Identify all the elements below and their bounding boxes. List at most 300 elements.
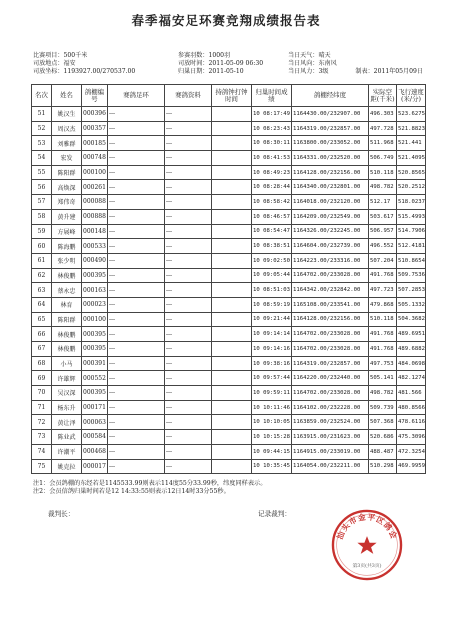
cell-arrival: 10 08:17:49 bbox=[252, 107, 292, 122]
table-row bbox=[32, 415, 426, 430]
cell-arrival: 10 08:58:42 bbox=[252, 195, 292, 210]
cell-clock-time bbox=[212, 268, 252, 283]
cell-name: 刘雅群 bbox=[52, 136, 82, 151]
cell-ring: --- bbox=[108, 283, 165, 298]
cell-name: 高焕深 bbox=[52, 180, 82, 195]
cell-coords: 1164319.00/232857.00 bbox=[292, 356, 369, 371]
table-row bbox=[32, 459, 426, 474]
cell-clock-time bbox=[212, 121, 252, 136]
cell-pigeon-info: --- bbox=[165, 253, 212, 268]
cell-rank: 55 bbox=[32, 165, 52, 180]
wind-force-label: 当日风力：3级 bbox=[288, 67, 329, 75]
cell-speed: 521.8823 bbox=[397, 121, 426, 136]
cell-arrival: 10 09:59:11 bbox=[252, 386, 292, 401]
cell-arrival: 10 09:21:44 bbox=[252, 312, 292, 327]
cell-distance: 488.487 bbox=[369, 444, 397, 459]
cell-ring: --- bbox=[108, 151, 165, 166]
cell-rank: 54 bbox=[32, 151, 52, 166]
cell-pigeon-info: --- bbox=[165, 151, 212, 166]
cell-pigeon-info: --- bbox=[165, 268, 212, 283]
cell-coords: 1164702.00/233028.00 bbox=[292, 342, 369, 357]
cell-clock-time bbox=[212, 415, 252, 430]
cell-speed: 469.9959 bbox=[397, 459, 426, 474]
header-rank: 名次 bbox=[32, 85, 52, 107]
cell-name: 宏发 bbox=[52, 151, 82, 166]
cell-loft-no: 000088 bbox=[82, 195, 108, 210]
cell-clock-time bbox=[212, 165, 252, 180]
cell-distance: 509.739 bbox=[369, 400, 397, 415]
cell-ring: --- bbox=[108, 268, 165, 283]
cell-ring: --- bbox=[108, 459, 165, 474]
cell-speed: 520.8565 bbox=[397, 165, 426, 180]
cell-ring: --- bbox=[108, 400, 165, 415]
cell-ring: --- bbox=[108, 386, 165, 401]
table-row bbox=[32, 430, 426, 445]
official-seal-icon bbox=[330, 508, 404, 582]
cell-arrival: 10 09:14:16 bbox=[252, 342, 292, 357]
cell-speed: 505.1332 bbox=[397, 297, 426, 312]
report-title: 春季福安足环赛竞翔成绩报告表 bbox=[131, 13, 321, 28]
cell-distance: 506.957 bbox=[369, 224, 397, 239]
cell-distance: 510.118 bbox=[369, 165, 397, 180]
cell-pigeon-info: --- bbox=[165, 327, 212, 342]
footnote-1: 注1：会员鸽棚的东经若是1145533.99则表示114度55分33.99秒，纬度同样表示。 bbox=[33, 480, 267, 487]
cell-name: 黄让泽 bbox=[52, 415, 82, 430]
cell-pigeon-info: --- bbox=[165, 459, 212, 474]
cell-pigeon-info: --- bbox=[165, 356, 212, 371]
cell-name: 姚克拉 bbox=[52, 459, 82, 474]
cell-ring: --- bbox=[108, 253, 165, 268]
cell-arrival: 10 09:44:15 bbox=[252, 444, 292, 459]
cell-coords: 1164342.00/232842.00 bbox=[292, 283, 369, 298]
cell-name: 许潮平 bbox=[52, 444, 82, 459]
cell-ring: --- bbox=[108, 209, 165, 224]
table-row bbox=[32, 165, 426, 180]
cell-loft-no: 000357 bbox=[82, 121, 108, 136]
cell-coords: 1164128.00/232156.00 bbox=[292, 165, 369, 180]
cell-ring: --- bbox=[108, 297, 165, 312]
cell-clock-time bbox=[212, 151, 252, 166]
referee-signature: 裁判长： bbox=[48, 510, 75, 518]
cell-pigeon-info: --- bbox=[165, 283, 212, 298]
cell-speed: 512.4181 bbox=[397, 239, 426, 254]
cell-distance: 505.141 bbox=[369, 371, 397, 386]
cell-speed: 482.1274 bbox=[397, 371, 426, 386]
cell-ring: --- bbox=[108, 224, 165, 239]
header-coords: 鸽棚经纬度 bbox=[292, 85, 369, 107]
header-clock-time: 持鸽钟打钟时间 bbox=[212, 85, 252, 107]
cell-pigeon-info: --- bbox=[165, 297, 212, 312]
cell-loft-no: 000100 bbox=[82, 312, 108, 327]
cell-rank: 74 bbox=[32, 444, 52, 459]
weather-label: 当日天气：晴天 bbox=[288, 52, 331, 59]
cell-ring: --- bbox=[108, 356, 165, 371]
header-arrival: 归巢时间成绩 bbox=[252, 85, 292, 107]
cell-arrival: 10 09:38:16 bbox=[252, 356, 292, 371]
cell-coords: 1164915.00/233019.00 bbox=[292, 444, 369, 459]
cell-rank: 71 bbox=[32, 400, 52, 415]
cell-loft-no: 000395 bbox=[82, 342, 108, 357]
cell-distance: 510.118 bbox=[369, 312, 397, 327]
cell-clock-time bbox=[212, 312, 252, 327]
cell-loft-no: 000163 bbox=[82, 283, 108, 298]
cell-loft-no: 000395 bbox=[82, 386, 108, 401]
cell-name: 小马 bbox=[52, 356, 82, 371]
cell-name: 许雄辉 bbox=[52, 371, 82, 386]
cell-coords: 1164054.00/232211.00 bbox=[292, 459, 369, 474]
cell-rank: 68 bbox=[32, 356, 52, 371]
cell-name: 陈阳群 bbox=[52, 312, 82, 327]
cell-arrival: 10 09:57:44 bbox=[252, 371, 292, 386]
cell-clock-time bbox=[212, 209, 252, 224]
cell-rank: 62 bbox=[32, 268, 52, 283]
cell-clock-time bbox=[212, 342, 252, 357]
recorder-signature: 记录裁判： bbox=[258, 510, 291, 518]
cell-clock-time bbox=[212, 195, 252, 210]
cell-speed: 507.2853 bbox=[397, 283, 426, 298]
table-row bbox=[32, 371, 426, 386]
cell-clock-time bbox=[212, 253, 252, 268]
cell-arrival: 10 08:28:44 bbox=[252, 180, 292, 195]
cell-coords: 1164018.00/232120.00 bbox=[292, 195, 369, 210]
cell-rank: 65 bbox=[32, 312, 52, 327]
cell-speed: 510.8654 bbox=[397, 253, 426, 268]
cell-rank: 51 bbox=[32, 107, 52, 122]
cell-rank: 66 bbox=[32, 327, 52, 342]
cell-speed: 518.0237 bbox=[397, 195, 426, 210]
cell-rank: 56 bbox=[32, 180, 52, 195]
cell-speed: 521.441 bbox=[397, 136, 426, 151]
cell-loft-no: 000063 bbox=[82, 415, 108, 430]
cell-arrival: 10 08:54:47 bbox=[252, 224, 292, 239]
cell-arrival: 10 08:38:51 bbox=[252, 239, 292, 254]
cell-pigeon-info: --- bbox=[165, 312, 212, 327]
race-label: 比赛项目：500千米 bbox=[33, 52, 88, 59]
cell-ring: --- bbox=[108, 239, 165, 254]
release-label: 司放地点：福安 bbox=[33, 59, 76, 67]
cell-loft-no: 000552 bbox=[82, 371, 108, 386]
cell-distance: 491.768 bbox=[369, 342, 397, 357]
cell-arrival: 10 10:11:46 bbox=[252, 400, 292, 415]
cell-coords: 1163800.00/233052.00 bbox=[292, 136, 369, 151]
cell-name: 陈业武 bbox=[52, 430, 82, 445]
cell-pigeon-info: --- bbox=[165, 342, 212, 357]
table-row bbox=[32, 268, 426, 283]
seal-star-icon bbox=[357, 536, 376, 554]
cell-name: 林育 bbox=[52, 297, 82, 312]
cell-coords: 1163915.00/231623.00 bbox=[292, 430, 369, 445]
table-row bbox=[32, 342, 426, 357]
cell-loft-no: 000171 bbox=[82, 400, 108, 415]
cell-distance: 503.617 bbox=[369, 209, 397, 224]
cell-coords: 1164702.00/233028.00 bbox=[292, 386, 369, 401]
cell-name: 蔡永忠 bbox=[52, 283, 82, 298]
cell-clock-time bbox=[212, 459, 252, 474]
made-date-label: 制表：2011年05月09日 bbox=[355, 67, 423, 75]
cell-ring: --- bbox=[108, 415, 165, 430]
cell-coords: 1164102.00/232228.00 bbox=[292, 400, 369, 415]
table-row bbox=[32, 121, 426, 136]
cell-ring: --- bbox=[108, 371, 165, 386]
cell-distance: 512.17 bbox=[369, 195, 397, 210]
cell-coords: 1164223.00/233316.00 bbox=[292, 253, 369, 268]
cell-distance: 497.728 bbox=[369, 121, 397, 136]
cell-distance: 511.968 bbox=[369, 136, 397, 151]
cell-name: 黄升建 bbox=[52, 209, 82, 224]
header-row bbox=[32, 85, 426, 107]
cell-rank: 52 bbox=[32, 121, 52, 136]
cell-rank: 67 bbox=[32, 342, 52, 357]
cell-speed: 472.3254 bbox=[397, 444, 426, 459]
cell-clock-time bbox=[212, 283, 252, 298]
cell-name: 张少明 bbox=[52, 253, 82, 268]
cell-speed: 480.8566 bbox=[397, 400, 426, 415]
cell-name: 陈阳群 bbox=[52, 165, 82, 180]
cell-arrival: 10 09:05:44 bbox=[252, 268, 292, 283]
cell-loft-no: 000148 bbox=[82, 224, 108, 239]
cell-pigeon-info: --- bbox=[165, 209, 212, 224]
cell-name: 杨东升 bbox=[52, 400, 82, 415]
cell-distance: 491.768 bbox=[369, 268, 397, 283]
cell-name: 方展峰 bbox=[52, 224, 82, 239]
cell-distance: 510.298 bbox=[369, 459, 397, 474]
cell-ring: --- bbox=[108, 121, 165, 136]
cell-pigeon-info: --- bbox=[165, 371, 212, 386]
cell-clock-time bbox=[212, 107, 252, 122]
table-row bbox=[32, 400, 426, 415]
cell-pigeon-info: --- bbox=[165, 415, 212, 430]
cell-clock-time bbox=[212, 297, 252, 312]
cell-clock-time bbox=[212, 400, 252, 415]
cell-pigeon-info: --- bbox=[165, 239, 212, 254]
cell-speed: 475.3096 bbox=[397, 430, 426, 445]
cell-clock-time bbox=[212, 430, 252, 445]
cell-name: 林俊鹏 bbox=[52, 342, 82, 357]
cell-rank: 61 bbox=[32, 253, 52, 268]
results-body bbox=[32, 107, 426, 474]
cell-clock-time bbox=[212, 356, 252, 371]
cell-loft-no: 000888 bbox=[82, 209, 108, 224]
cell-distance: 491.768 bbox=[369, 327, 397, 342]
cell-speed: 489.6882 bbox=[397, 342, 426, 357]
cell-arrival: 10 10:10:05 bbox=[252, 415, 292, 430]
cell-coords: 1164128.00/232156.00 bbox=[292, 312, 369, 327]
header-loft-no: 鸽棚编号 bbox=[82, 85, 108, 107]
table-row bbox=[32, 297, 426, 312]
cell-name: 吴汉深 bbox=[52, 386, 82, 401]
cell-distance: 497.753 bbox=[369, 356, 397, 371]
cell-rank: 73 bbox=[32, 430, 52, 445]
table-row bbox=[32, 283, 426, 298]
cell-arrival: 10 08:49:23 bbox=[252, 165, 292, 180]
cell-clock-time bbox=[212, 327, 252, 342]
cell-rank: 69 bbox=[32, 371, 52, 386]
cell-rank: 75 bbox=[32, 459, 52, 474]
cell-clock-time bbox=[212, 239, 252, 254]
cell-loft-no: 000533 bbox=[82, 239, 108, 254]
table-row bbox=[32, 239, 426, 254]
cell-arrival: 10 08:41:53 bbox=[252, 151, 292, 166]
cell-loft-no: 000396 bbox=[82, 107, 108, 122]
cell-distance: 507.204 bbox=[369, 253, 397, 268]
cell-speed: 489.6951 bbox=[397, 327, 426, 342]
cell-rank: 72 bbox=[32, 415, 52, 430]
cell-pigeon-info: --- bbox=[165, 107, 212, 122]
release-time-label: 司放时间：2011-05-09 06:30 bbox=[178, 59, 264, 67]
cell-rank: 53 bbox=[32, 136, 52, 151]
cell-arrival: 10 08:59:19 bbox=[252, 297, 292, 312]
cell-rank: 64 bbox=[32, 297, 52, 312]
cell-clock-time bbox=[212, 224, 252, 239]
cell-ring: --- bbox=[108, 165, 165, 180]
cell-pigeon-info: --- bbox=[165, 195, 212, 210]
cell-speed: 509.7536 bbox=[397, 268, 426, 283]
cell-ring: --- bbox=[108, 327, 165, 342]
seal-text: 汕头市金平区鸽会 bbox=[335, 512, 399, 541]
cell-coords: 1164702.00/233028.00 bbox=[292, 327, 369, 342]
cell-ring: --- bbox=[108, 444, 165, 459]
footnotes bbox=[33, 480, 266, 497]
cell-rank: 57 bbox=[32, 195, 52, 210]
cell-clock-time bbox=[212, 136, 252, 151]
cell-clock-time bbox=[212, 444, 252, 459]
cell-pigeon-info: --- bbox=[165, 386, 212, 401]
cell-arrival: 10 08:30:11 bbox=[252, 136, 292, 151]
cell-ring: --- bbox=[108, 312, 165, 327]
table-row bbox=[32, 151, 426, 166]
cell-loft-no: 000017 bbox=[82, 459, 108, 474]
cell-speed: 521.4095 bbox=[397, 151, 426, 166]
cell-loft-no: 000100 bbox=[82, 165, 108, 180]
cell-distance: 479.868 bbox=[369, 297, 397, 312]
cell-ring: --- bbox=[108, 107, 165, 122]
cell-coords: 1164702.00/233028.00 bbox=[292, 268, 369, 283]
cell-pigeon-info: --- bbox=[165, 121, 212, 136]
cell-name: 姚汉生 bbox=[52, 107, 82, 122]
cell-name: 林俊鹏 bbox=[52, 327, 82, 342]
table-row bbox=[32, 253, 426, 268]
footnote-2: 注2：会员信鸽归巢时间若是12 14:33:55则表示12日14时33分55秒。 bbox=[33, 488, 230, 496]
coord-label: 司放坐标：1193927.00/270537.00 bbox=[33, 67, 136, 75]
cell-coords: 1164326.00/232245.00 bbox=[292, 224, 369, 239]
cell-coords: 1164319.00/232857.00 bbox=[292, 121, 369, 136]
cell-ring: --- bbox=[108, 180, 165, 195]
table-row bbox=[32, 312, 426, 327]
cell-name: 郑伟奇 bbox=[52, 195, 82, 210]
cell-coords: 1164209.00/232549.00 bbox=[292, 209, 369, 224]
cell-clock-time bbox=[212, 371, 252, 386]
cell-rank: 60 bbox=[32, 239, 52, 254]
seal-page-text: 第3页(共3页) bbox=[352, 564, 382, 570]
cell-name: 林俊鹏 bbox=[52, 268, 82, 283]
cell-loft-no: 000395 bbox=[82, 268, 108, 283]
cell-speed: 515.4993 bbox=[397, 209, 426, 224]
header-name: 姓名 bbox=[52, 85, 82, 107]
header-ring: 赛鸽足环 bbox=[108, 85, 165, 107]
cell-pigeon-info: --- bbox=[165, 444, 212, 459]
cell-loft-no: 000023 bbox=[82, 297, 108, 312]
cell-arrival: 10 08:51:03 bbox=[252, 283, 292, 298]
cell-speed: 481.566 bbox=[397, 386, 426, 401]
table-row bbox=[32, 224, 426, 239]
cell-coords: 1164331.00/232520.00 bbox=[292, 151, 369, 166]
table-row bbox=[32, 356, 426, 371]
wind-dir-label: 当日风向：东南风 bbox=[288, 59, 337, 67]
cell-coords: 1163859.00/232524.00 bbox=[292, 415, 369, 430]
results-table bbox=[31, 84, 426, 474]
cell-coords: 1164604.00/232739.00 bbox=[292, 239, 369, 254]
table-row bbox=[32, 209, 426, 224]
cell-name: 陈海鹏 bbox=[52, 239, 82, 254]
cell-loft-no: 000490 bbox=[82, 253, 108, 268]
cell-pigeon-info: --- bbox=[165, 136, 212, 151]
table-row bbox=[32, 136, 426, 151]
cell-coords: 1164430.00/232907.00 bbox=[292, 107, 369, 122]
cell-coords: 1165108.00/233541.00 bbox=[292, 297, 369, 312]
table-row bbox=[32, 107, 426, 122]
header-speed: 飞行速度(米/分) bbox=[397, 85, 426, 107]
cell-distance: 497.723 bbox=[369, 283, 397, 298]
cell-loft-no: 000261 bbox=[82, 180, 108, 195]
cell-loft-no: 000185 bbox=[82, 136, 108, 151]
cell-clock-time bbox=[212, 386, 252, 401]
cell-distance: 506.749 bbox=[369, 151, 397, 166]
cell-arrival: 10 08:23:43 bbox=[252, 121, 292, 136]
table-row bbox=[32, 444, 426, 459]
cell-distance: 498.782 bbox=[369, 386, 397, 401]
cell-loft-no: 000395 bbox=[82, 327, 108, 342]
cell-loft-no: 000584 bbox=[82, 430, 108, 445]
cell-rank: 70 bbox=[32, 386, 52, 401]
cell-ring: --- bbox=[108, 430, 165, 445]
cell-distance: 498.782 bbox=[369, 180, 397, 195]
cell-ring: --- bbox=[108, 342, 165, 357]
cell-loft-no: 000748 bbox=[82, 151, 108, 166]
cell-pigeon-info: --- bbox=[165, 180, 212, 195]
cell-speed: 484.0698 bbox=[397, 356, 426, 371]
cell-speed: 523.6275 bbox=[397, 107, 426, 122]
table-row bbox=[32, 327, 426, 342]
entries-label: 参赛羽数：1000羽 bbox=[178, 52, 231, 59]
cell-speed: 520.2512 bbox=[397, 180, 426, 195]
cell-distance: 496.303 bbox=[369, 107, 397, 122]
race-info bbox=[33, 52, 423, 84]
cell-ring: --- bbox=[108, 195, 165, 210]
cell-name: 周汉杰 bbox=[52, 121, 82, 136]
cell-rank: 63 bbox=[32, 283, 52, 298]
header-distance: 实际空距(千米) bbox=[369, 85, 397, 107]
cell-arrival: 10 08:46:57 bbox=[252, 209, 292, 224]
cell-pigeon-info: --- bbox=[165, 165, 212, 180]
cell-clock-time bbox=[212, 180, 252, 195]
table-row bbox=[32, 386, 426, 401]
cell-loft-no: 000391 bbox=[82, 356, 108, 371]
cell-speed: 504.3682 bbox=[397, 312, 426, 327]
cell-arrival: 10 09:02:50 bbox=[252, 253, 292, 268]
cell-pigeon-info: --- bbox=[165, 224, 212, 239]
cell-arrival: 10 10:15:28 bbox=[252, 430, 292, 445]
cell-loft-no: 000468 bbox=[82, 444, 108, 459]
cell-ring: --- bbox=[108, 136, 165, 151]
return-date-label: 归巢日期：2011-05-10 bbox=[178, 67, 244, 75]
cell-pigeon-info: --- bbox=[165, 400, 212, 415]
cell-distance: 520.686 bbox=[369, 430, 397, 445]
cell-distance: 507.368 bbox=[369, 415, 397, 430]
table-row bbox=[32, 180, 426, 195]
cell-rank: 59 bbox=[32, 224, 52, 239]
cell-coords: 1164220.00/232440.00 bbox=[292, 371, 369, 386]
header-pigeon-info: 赛鸽资料 bbox=[165, 85, 212, 107]
